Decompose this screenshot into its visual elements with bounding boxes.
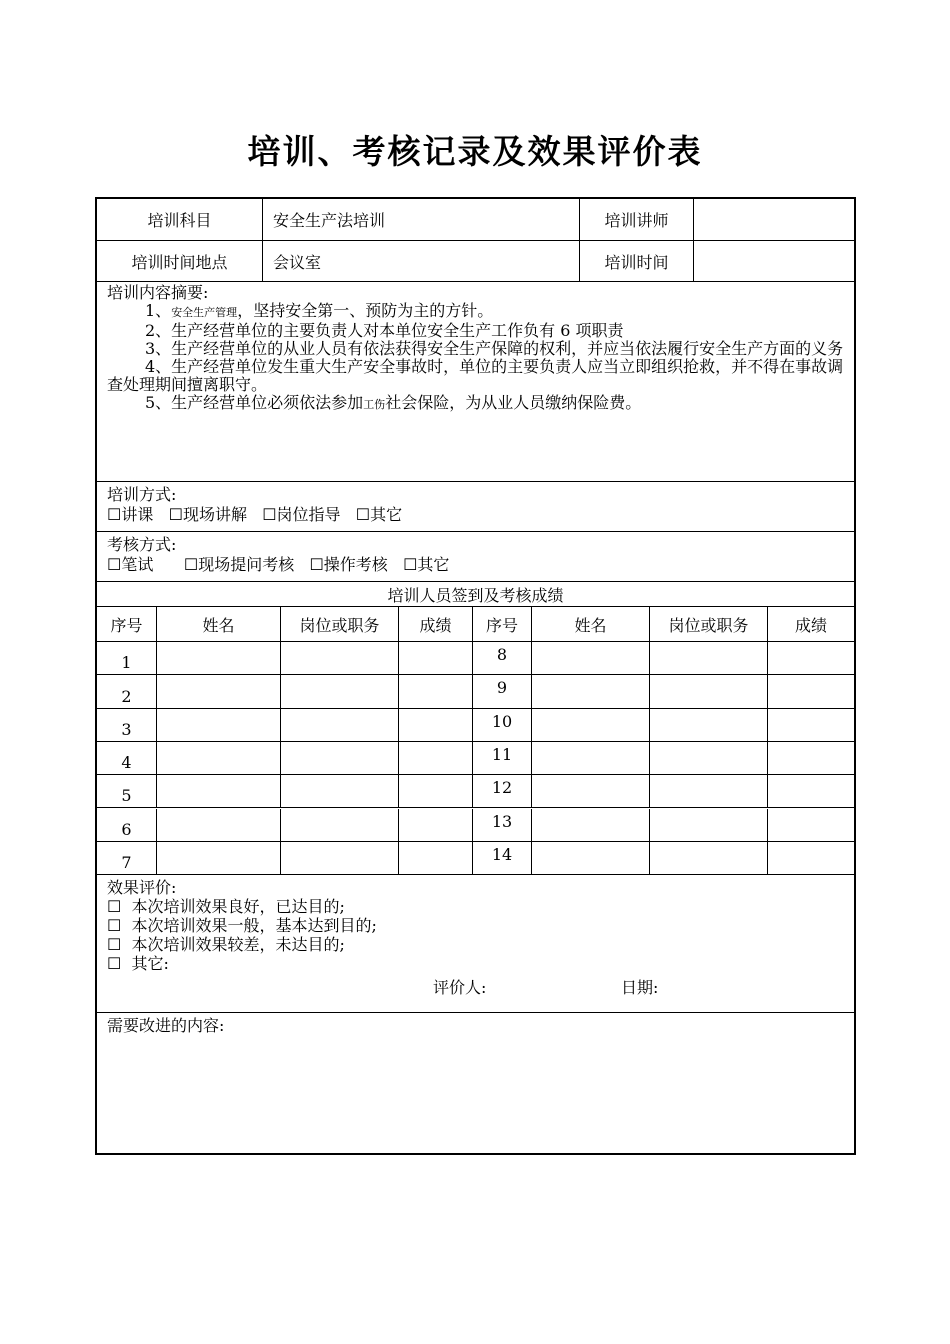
subject-row	[97, 199, 854, 241]
position-cell[interactable]	[281, 775, 399, 807]
summary-line-4: 4、生产经营单位发生重大生产安全事故时，单位的主要负责人应当立即组织抢救，并不得在事故调查处理期间擅离职守。	[107, 357, 844, 394]
seq-number: 13	[473, 809, 532, 841]
training-record-form	[95, 197, 856, 1155]
method-label: 培训方式:	[107, 485, 177, 504]
evaluation-option-other[interactable]: ☐ 其它:	[107, 954, 169, 973]
score-cell[interactable]	[399, 842, 473, 874]
improve-section	[97, 1013, 854, 1153]
position-cell[interactable]	[281, 809, 399, 841]
header-score: 成绩	[399, 607, 473, 641]
position-cell[interactable]	[650, 809, 768, 841]
method-section	[97, 482, 854, 532]
name-cell[interactable]	[532, 642, 650, 674]
name-cell[interactable]	[157, 642, 281, 674]
seq-number: 7	[97, 842, 157, 874]
summary-line-2: 2、生产经营单位的主要负责人对本单位安全生产工作负有 6 项职责	[145, 321, 624, 340]
exam-section	[97, 532, 854, 582]
evaluation-label: 效果评价:	[107, 878, 177, 897]
sign-table-header	[97, 607, 854, 642]
seq-number: 2	[97, 675, 157, 707]
position-cell[interactable]	[650, 709, 768, 741]
seq-number: 4	[97, 742, 157, 774]
form-title: 培训、考核记录及效果评价表	[247, 132, 703, 171]
exam-options[interactable]: ☐笔试 ☐现场提问考核 ☐操作考核 ☐其它	[107, 555, 450, 574]
evaluation-option-poor[interactable]: ☐ 本次培训效果较差，未达目的;	[107, 935, 345, 954]
name-cell[interactable]	[157, 709, 281, 741]
position-cell[interactable]	[650, 675, 768, 707]
time-value[interactable]	[694, 241, 854, 281]
name-cell[interactable]	[532, 675, 650, 707]
score-cell[interactable]	[768, 809, 854, 841]
header-seq-2: 序号	[473, 607, 532, 641]
score-cell[interactable]	[768, 675, 854, 707]
seq-number: 3	[97, 709, 157, 741]
seq-number: 1	[97, 642, 157, 674]
seq-number: 8	[473, 642, 532, 674]
summary-line-1: 1、安全生产管理，坚持安全第一、预防为主的方针。	[145, 301, 494, 320]
sign-title: 培训人员签到及考核成绩	[97, 582, 854, 607]
position-cell[interactable]	[650, 842, 768, 874]
score-cell[interactable]	[399, 642, 473, 674]
name-cell[interactable]	[157, 775, 281, 807]
score-cell[interactable]	[399, 675, 473, 707]
position-cell[interactable]	[650, 775, 768, 807]
trainer-label: 培训讲师	[580, 199, 694, 240]
position-cell[interactable]	[281, 675, 399, 707]
place-label: 培训时间地点	[97, 241, 263, 281]
subject-label: 培训科目	[97, 199, 263, 240]
subject-value[interactable]: 安全生产法培训	[263, 199, 580, 240]
score-cell[interactable]	[768, 742, 854, 774]
name-cell[interactable]	[157, 809, 281, 841]
position-cell[interactable]	[650, 742, 768, 774]
header-position: 岗位或职务	[281, 607, 399, 641]
seq-number: 14	[473, 842, 532, 874]
name-cell[interactable]	[532, 709, 650, 741]
summary-label: 培训内容摘要:	[107, 283, 209, 302]
table-row	[97, 709, 854, 742]
position-cell[interactable]	[281, 742, 399, 774]
score-cell[interactable]	[399, 709, 473, 741]
seq-number: 5	[97, 775, 157, 807]
name-cell[interactable]	[532, 775, 650, 807]
name-cell[interactable]	[157, 675, 281, 707]
evaluation-option-good[interactable]: ☐ 本次培训效果良好，已达目的;	[107, 897, 345, 916]
summary-line-5: 5、生产经营单位必须依法参加工伤社会保险，为从业人员缴纳保险费。	[145, 393, 642, 412]
score-cell[interactable]	[399, 809, 473, 841]
table-row	[97, 742, 854, 775]
seq-number: 12	[473, 775, 532, 807]
table-row	[97, 775, 854, 808]
name-cell[interactable]	[532, 809, 650, 841]
summary-line-3: 3、生产经营单位的从业人员有依法获得安全生产保障的权利，并应当依法履行安全生产方面的义务	[145, 339, 844, 358]
seq-number: 10	[473, 709, 532, 741]
header-position-2: 岗位或职务	[650, 607, 768, 641]
name-cell[interactable]	[532, 742, 650, 774]
position-cell[interactable]	[281, 709, 399, 741]
place-value[interactable]: 会议室	[263, 241, 580, 281]
time-label: 培训时间	[580, 241, 694, 281]
header-seq: 序号	[97, 607, 157, 641]
exam-label: 考核方式:	[107, 535, 177, 554]
header-name: 姓名	[157, 607, 281, 641]
name-cell[interactable]	[157, 842, 281, 874]
score-cell[interactable]	[768, 775, 854, 807]
position-cell[interactable]	[281, 842, 399, 874]
name-cell[interactable]	[157, 742, 281, 774]
table-row	[97, 675, 854, 708]
header-name-2: 姓名	[532, 607, 650, 641]
evaluation-section	[97, 875, 854, 1013]
seq-number: 11	[473, 742, 532, 774]
table-row	[97, 842, 854, 875]
evaluation-option-average[interactable]: ☐ 本次培训效果一般，基本达到目的;	[107, 916, 377, 935]
date-label: 日期:	[621, 978, 659, 997]
summary-section	[97, 282, 854, 482]
name-cell[interactable]	[532, 842, 650, 874]
seq-number: 9	[473, 675, 532, 707]
improve-label: 需要改进的内容:	[107, 1016, 225, 1035]
evaluator-label: 评价人:	[433, 978, 487, 997]
table-row	[97, 642, 854, 675]
header-score-2: 成绩	[794, 615, 827, 635]
trainer-value[interactable]	[694, 199, 854, 240]
place-row	[97, 241, 854, 282]
method-options[interactable]: ☐讲课 ☐现场讲解 ☐岗位指导 ☐其它	[107, 505, 403, 524]
summary-content	[97, 282, 854, 414]
score-cell[interactable]	[399, 775, 473, 807]
score-cell[interactable]	[768, 709, 854, 741]
position-cell[interactable]	[281, 642, 399, 674]
position-cell[interactable]	[650, 642, 768, 674]
table-row	[97, 809, 854, 842]
score-cell[interactable]	[768, 642, 854, 674]
score-cell[interactable]	[768, 842, 854, 874]
score-cell[interactable]	[399, 742, 473, 774]
seq-number: 6	[97, 809, 157, 841]
